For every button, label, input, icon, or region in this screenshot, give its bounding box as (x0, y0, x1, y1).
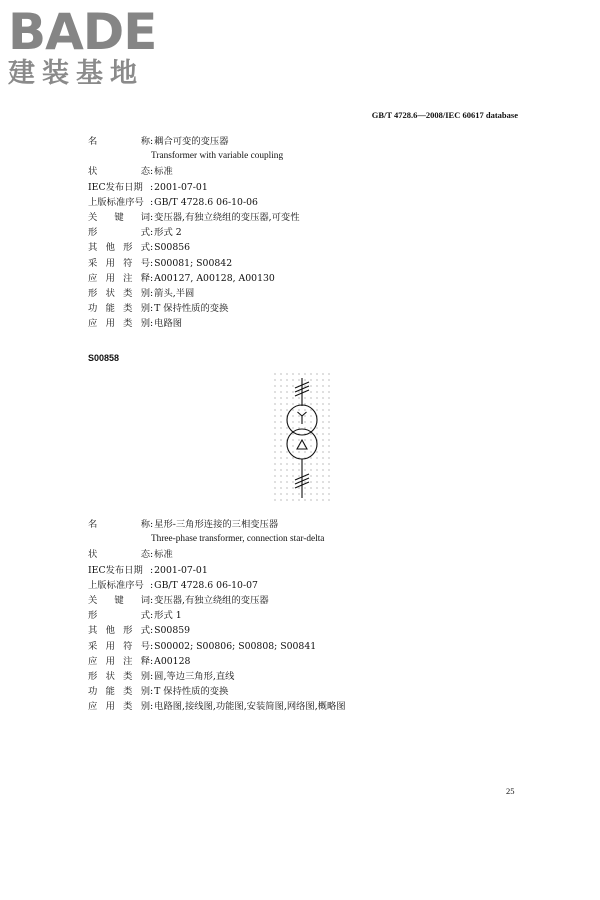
field-shape-class: 形 状 类 别 : 圆,等边三角形,直线 (88, 670, 235, 682)
field-status: 状 态 : 标准 (88, 549, 173, 561)
symbol-entry-2 (88, 517, 528, 714)
field-name-english: Three-phase transformer, connection star-delta (151, 534, 325, 545)
field-name: 名 称 : 星形-三角形连接的三相变压器 (88, 519, 279, 530)
field-form: 形 式 : 形式 2 (88, 227, 182, 239)
field-iec-date: IEC发布日期 : 2001-07-01 (88, 181, 208, 193)
symbol-entry-1 (88, 134, 528, 331)
field-keywords: 关 键 词 : 变压器,有独立绕组的变压器,可变性 (88, 211, 300, 223)
field-status: 状 态 : 标准 (88, 166, 173, 178)
delta-triangle (297, 440, 307, 449)
field-function-class: 功 能 类 别 : T 保持性质的变换 (88, 303, 229, 315)
field-application-notes: 应 用 注 释 : A00127, A00128, A00130 (88, 272, 275, 284)
logo-chinese-text: 建装基地 (8, 58, 144, 89)
field-name-english: Transformer with variable coupling (151, 151, 284, 162)
field-previous-number: 上版标准序号 : GB/T 4728.6 06-10-06 (88, 196, 258, 208)
field-application-class: 应 用 类 别 : 电路图,接线图,功能图,安装简图,网络图,概略图 (88, 701, 346, 713)
field-other-forms: 其 他 形 式 : S00856 (88, 242, 191, 254)
symbol-code: S00858 (88, 353, 120, 363)
lower-winding-circle (287, 429, 317, 459)
field-keywords: 关 键 词 : 变压器,有独立绕组的变压器 (88, 594, 269, 606)
star-arm-left (298, 412, 303, 416)
page-number: 25 (506, 786, 515, 796)
field-name: 名 称 : 耦合可变的变压器 (88, 136, 229, 147)
field-previous-number: 上版标准序号 : GB/T 4728.6 06-10-07 (88, 579, 258, 591)
transformer-symbol (273, 372, 331, 504)
field-uses-symbols: 采 用 符 号 : S00081; S00842 (88, 257, 233, 269)
logo-wordmark: BADE (8, 3, 157, 61)
field-form: 形 式 : 形式 1 (88, 610, 182, 622)
site-logo (8, 3, 178, 96)
field-application-notes: 应 用 注 释 : A00128 (88, 655, 191, 667)
field-other-forms: 其 他 形 式 : S00859 (88, 625, 191, 637)
field-uses-symbols: 采 用 符 号 : S00002; S00806; S00808; S00841 (88, 640, 317, 652)
field-function-class: 功 能 类 别 : T 保持性质的变换 (88, 686, 229, 698)
field-shape-class: 形 状 类 别 : 箭头,半圆 (88, 287, 195, 299)
field-application-class: 应 用 类 别 : 电路图 (88, 318, 183, 330)
field-iec-date: IEC发布日期 : 2001-07-01 (88, 564, 208, 576)
running-header: GB/T 4728.6—2008/IEC 60617 database (371, 110, 518, 120)
star-arm-right (302, 412, 307, 416)
